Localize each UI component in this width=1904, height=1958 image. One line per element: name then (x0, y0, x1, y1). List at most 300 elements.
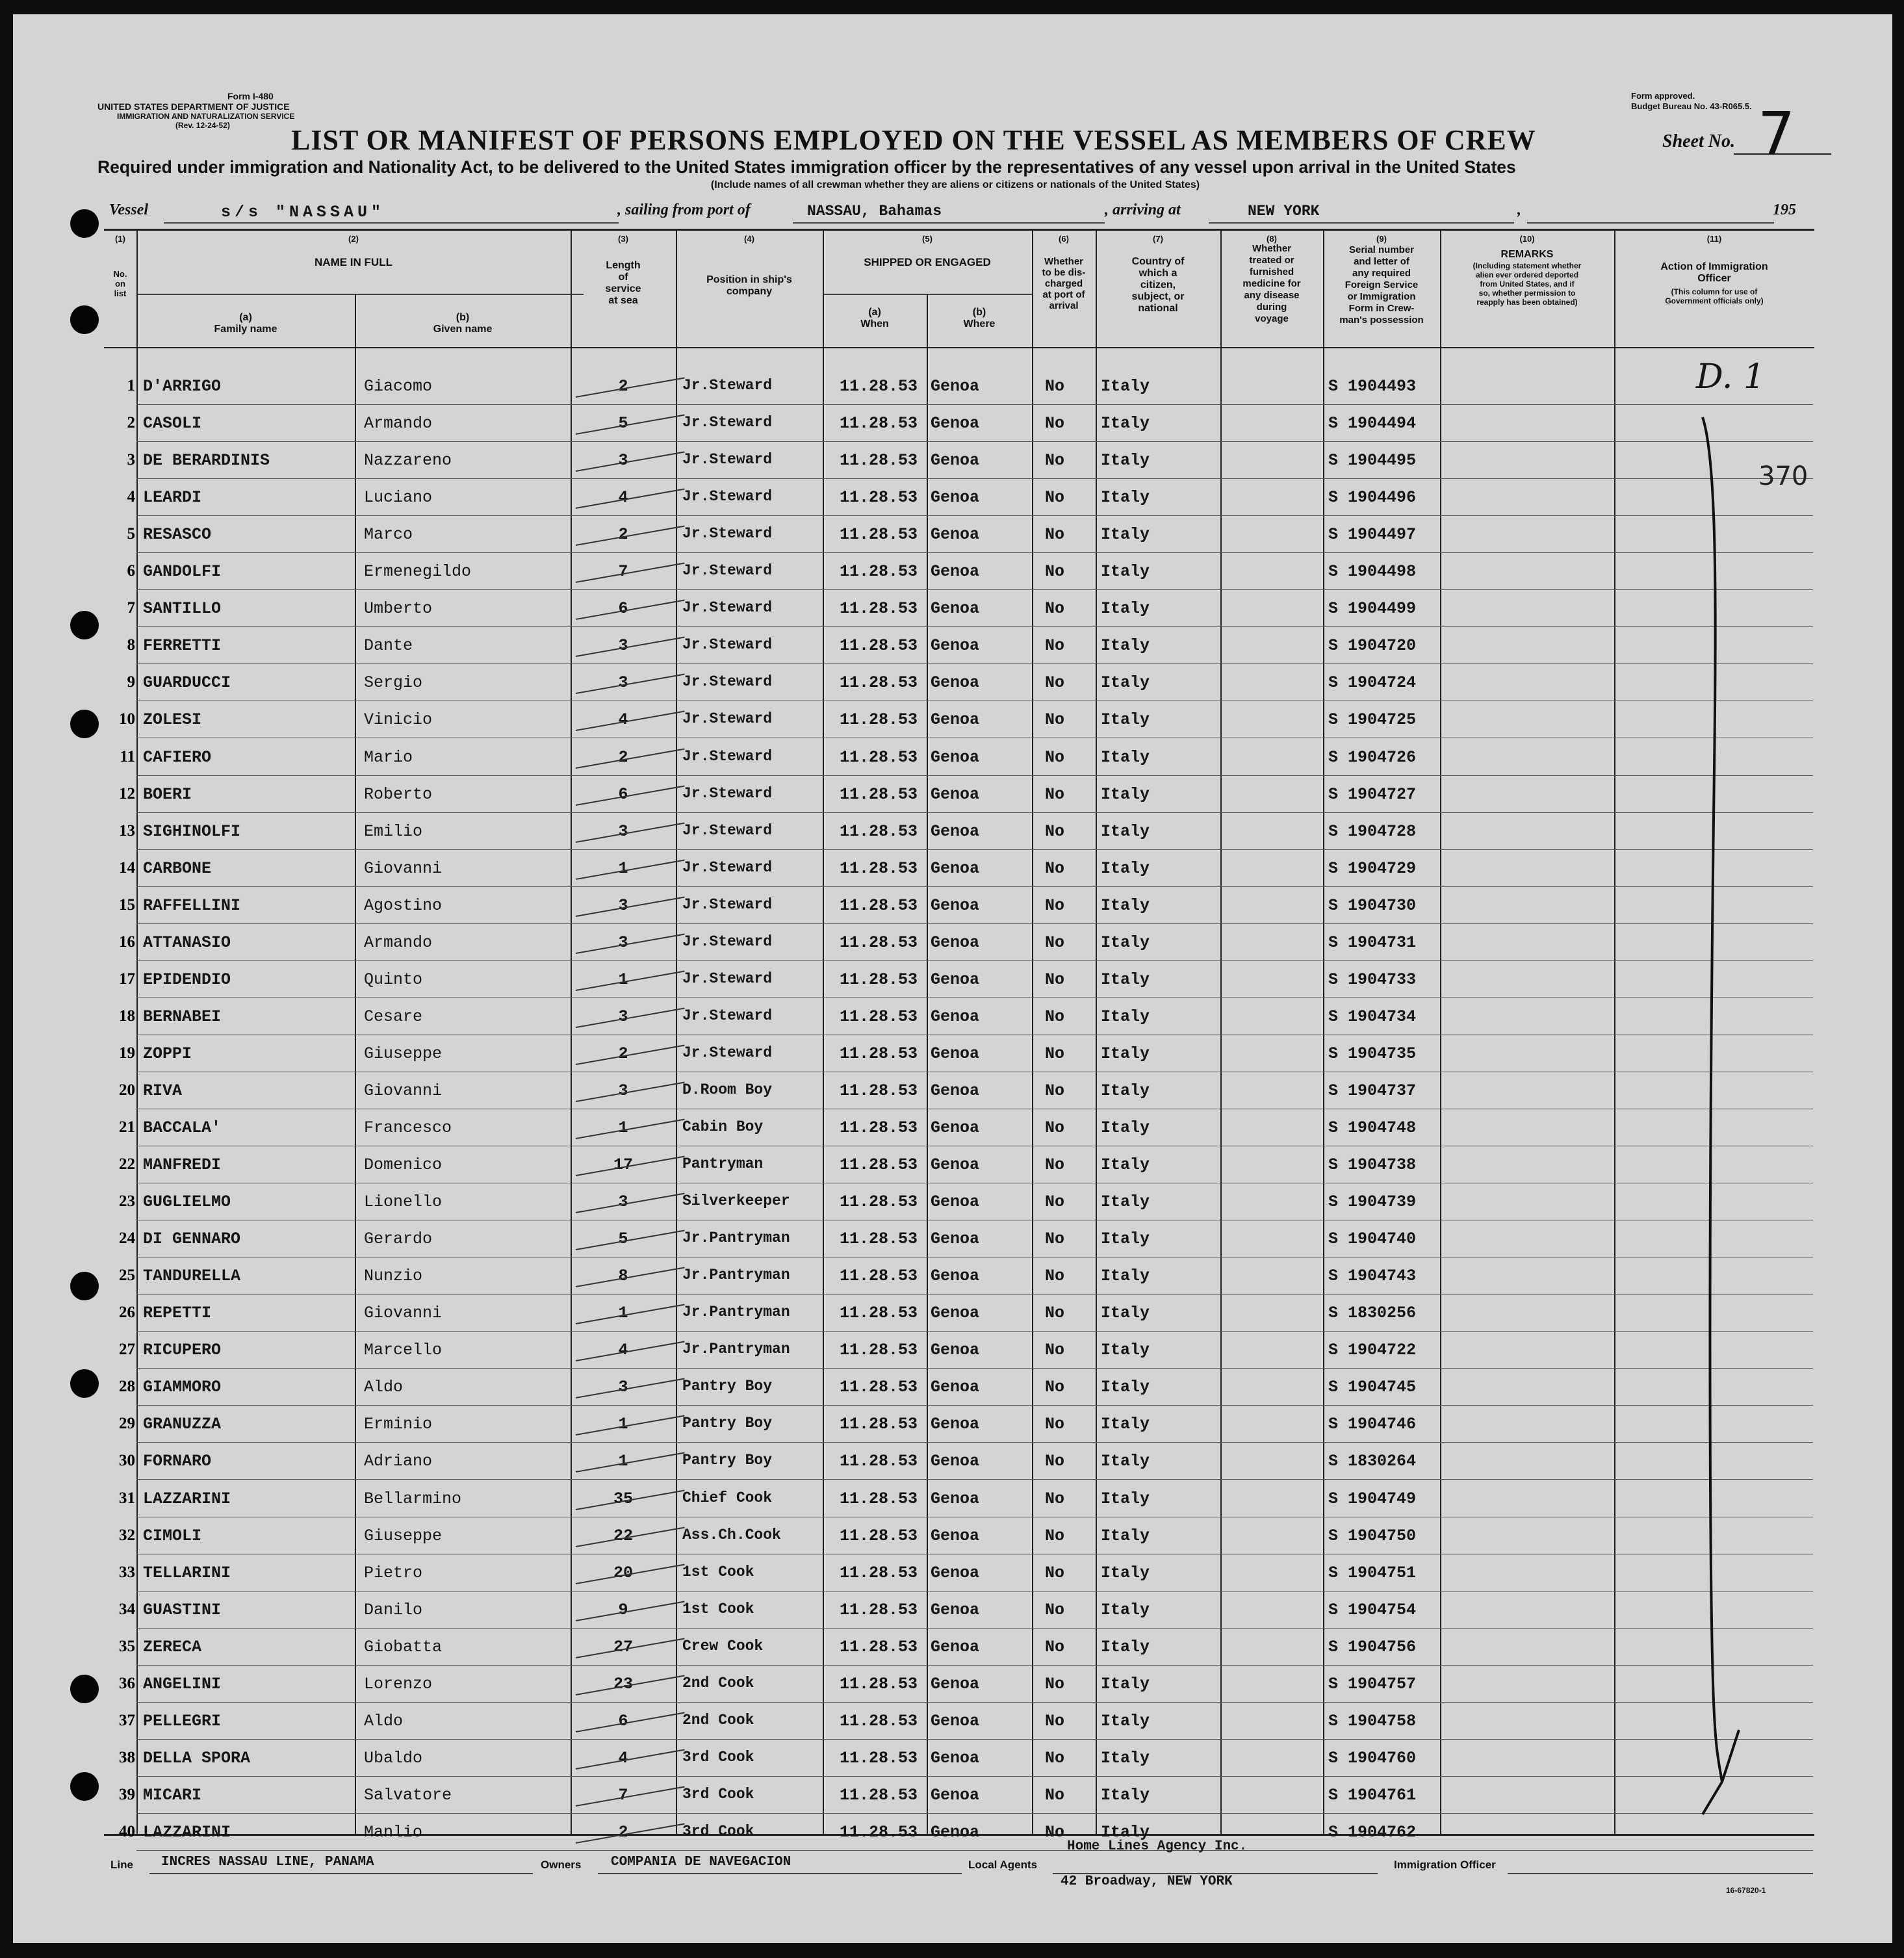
family-name: LEARDI (143, 488, 202, 508)
col11-note: (This column for use of Government officials only) (1665, 287, 1764, 305)
position: Crew Cook (682, 1637, 764, 1655)
service-check-stroke (576, 526, 685, 546)
col3-number: (3) (618, 234, 628, 244)
serial-number: S 1904760 (1328, 1748, 1417, 1768)
service-check-stroke (576, 970, 685, 990)
family-name: EPIDENDIO (143, 970, 231, 989)
position: Jr.Steward (682, 377, 773, 394)
shipped-where: Genoa (931, 1600, 980, 1619)
shipped-where: Genoa (931, 1155, 980, 1175)
serial-number: S 1904733 (1328, 970, 1417, 989)
given-name: Danilo (364, 1600, 423, 1619)
family-name: BOERI (143, 784, 192, 804)
given-name: Roberto (364, 784, 433, 804)
serial-number: S 1904495 (1328, 451, 1417, 470)
family-name: CASOLI (143, 414, 202, 433)
discharged-at-arrival: No (1045, 1081, 1065, 1100)
given-name: Lionello (364, 1192, 443, 1212)
country: Italy (1101, 488, 1150, 508)
discharged-at-arrival: No (1045, 1267, 1065, 1286)
discharged-at-arrival: No (1045, 1378, 1065, 1397)
family-name: ZOPPI (143, 1044, 192, 1063)
row-number: 31 (119, 1489, 135, 1507)
line-label: Line (110, 1859, 133, 1871)
position: 1st Cook (682, 1600, 754, 1617)
given-name: Domenico (364, 1155, 443, 1175)
col10-header: REMARKS (1500, 249, 1554, 260)
length-of-service: 4 (618, 1341, 628, 1360)
table-row (13, 590, 1892, 627)
vessel-label: Vessel (109, 201, 148, 218)
form-number: Form I-480 (227, 91, 274, 101)
shipped-where: Genoa (931, 636, 980, 656)
length-of-service: 23 (613, 1674, 634, 1694)
table-row (13, 516, 1892, 553)
family-name: ZOLESI (143, 710, 202, 730)
length-of-service: 2 (618, 747, 628, 767)
row-number: 10 (119, 710, 135, 728)
row-number: 6 (127, 562, 135, 580)
position: Jr.Steward (682, 747, 773, 765)
position: 3rd Cook (682, 1748, 754, 1766)
row-number: 27 (119, 1341, 135, 1359)
table-row (13, 1814, 1892, 1851)
length-of-service: 1 (618, 1415, 628, 1434)
shipped-when: 11.28.53 (840, 1489, 918, 1508)
row-number: 34 (119, 1600, 135, 1618)
length-of-service: 3 (618, 1007, 628, 1026)
given-name: Sergio (364, 673, 423, 693)
shipped-where: Genoa (931, 1044, 980, 1063)
shipped-when: 11.28.53 (840, 1822, 918, 1842)
serial-number: S 1904754 (1328, 1600, 1417, 1619)
length-of-service: 3 (618, 1081, 628, 1100)
family-name: BERNABEI (143, 1007, 222, 1026)
discharged-at-arrival: No (1045, 1415, 1065, 1434)
discharged-at-arrival: No (1045, 710, 1065, 730)
country: Italy (1101, 1230, 1150, 1249)
shipped-when: 11.28.53 (840, 784, 918, 804)
shipped-where: Genoa (931, 1748, 980, 1768)
sailing-port: NASSAU, Bahamas (807, 203, 942, 220)
col3-header: Length of service at sea (605, 260, 641, 306)
shipped-where: Genoa (931, 525, 980, 545)
serial-number: S 1904727 (1328, 784, 1417, 804)
discharged-at-arrival: No (1045, 858, 1065, 878)
officer-label: Immigration Officer (1394, 1859, 1496, 1871)
table-row (13, 1629, 1892, 1666)
service: IMMIGRATION AND NATURALIZATION SERVICE (117, 112, 295, 121)
shipped-where: Genoa (931, 599, 980, 619)
serial-number: S 1904729 (1328, 858, 1417, 878)
country: Italy (1101, 451, 1150, 470)
crew-table (13, 14, 1892, 1943)
length-of-service: 1 (618, 970, 628, 989)
shipped-where: Genoa (931, 1674, 980, 1694)
shipped-where: Genoa (931, 451, 980, 470)
service-check-stroke (576, 377, 685, 397)
table-row (13, 1517, 1892, 1554)
table-row (13, 1480, 1892, 1517)
year-label: 195 (1773, 201, 1796, 218)
agents-underline (1053, 1873, 1378, 1874)
serial-number: S 1904496 (1328, 488, 1417, 508)
shipped-when: 11.28.53 (840, 1748, 918, 1768)
discharged-at-arrival: No (1045, 1674, 1065, 1694)
row-number: 33 (119, 1563, 135, 1581)
country: Italy (1101, 1304, 1150, 1323)
service-check-stroke (576, 896, 685, 916)
family-name: D'ARRIGO (143, 377, 222, 396)
sailing-label: , sailing from port of (617, 201, 751, 218)
position: Pantry Boy (682, 1415, 773, 1432)
serial-number: S 1904739 (1328, 1192, 1417, 1212)
given-name: Giovanni (364, 1304, 443, 1323)
family-name: LAZZARINI (143, 1489, 231, 1508)
shipped-where: Genoa (931, 970, 980, 989)
shipped-where: Genoa (931, 1081, 980, 1100)
col11-number: (11) (1706, 234, 1722, 244)
country: Italy (1101, 821, 1150, 841)
table-row (13, 627, 1892, 664)
service-check-stroke (576, 711, 685, 731)
given-name: Marco (364, 525, 413, 545)
country: Italy (1101, 1489, 1150, 1508)
col7-header: Country of which a citizen, subject, or national (1131, 256, 1185, 314)
position: Jr.Steward (682, 673, 773, 691)
row-number: 1 (127, 377, 135, 394)
country: Italy (1101, 1637, 1150, 1656)
family-name: RESASCO (143, 525, 212, 545)
shipped-where: Genoa (931, 673, 980, 693)
table-row (13, 1666, 1892, 1703)
given-name: Salvatore (364, 1785, 452, 1805)
agents-address: 42 Broadway, NEW YORK (1061, 1874, 1233, 1889)
family-name: REPETTI (143, 1304, 212, 1323)
shipped-when: 11.28.53 (840, 1118, 918, 1137)
row-number: 16 (119, 933, 135, 951)
shipped-where: Genoa (931, 747, 980, 767)
shipped-when: 11.28.53 (840, 525, 918, 545)
family-name: ANGELINI (143, 1674, 222, 1694)
position: Jr.Steward (682, 525, 773, 543)
shipped-when: 11.28.53 (840, 1526, 918, 1545)
service-check-stroke (576, 489, 685, 509)
shipped-when: 11.28.53 (840, 1081, 918, 1100)
service-check-stroke (576, 1749, 685, 1769)
given-name: Vinicio (364, 710, 433, 730)
country: Italy (1101, 1452, 1150, 1471)
row-number: 5 (127, 525, 135, 543)
length-of-service: 1 (618, 1304, 628, 1323)
shipped-when: 11.28.53 (840, 562, 918, 582)
shipped-when: 11.28.53 (840, 414, 918, 433)
col7-number: (7) (1153, 234, 1163, 244)
shipped-where: Genoa (931, 414, 980, 433)
service-check-stroke (576, 933, 685, 953)
position: Jr.Steward (682, 710, 773, 728)
country: Italy (1101, 970, 1150, 989)
row-number: 19 (119, 1044, 135, 1062)
service-check-stroke (576, 1452, 685, 1473)
position: Cabin Boy (682, 1118, 764, 1135)
col2-number: (2) (348, 234, 359, 244)
serial-number: S 1904748 (1328, 1118, 1417, 1137)
family-name: CIMOLI (143, 1526, 202, 1545)
family-name: PELLEGRI (143, 1711, 222, 1731)
shipped-where: Genoa (931, 895, 980, 915)
discharged-at-arrival: No (1045, 1563, 1065, 1582)
shipped-when: 11.28.53 (840, 673, 918, 693)
serial-number: S 1904746 (1328, 1415, 1417, 1434)
position: 3rd Cook (682, 1822, 754, 1840)
shipped-where: Genoa (931, 1563, 980, 1582)
shipped-where: Genoa (931, 710, 980, 730)
serial-number: S 1830264 (1328, 1452, 1417, 1471)
discharged-at-arrival: No (1045, 636, 1065, 656)
shipped-where: Genoa (931, 377, 980, 396)
official-initials: D. 1 (1696, 357, 1765, 396)
discharged-at-arrival: No (1045, 1526, 1065, 1545)
shipped-when: 11.28.53 (840, 1155, 918, 1175)
country: Italy (1101, 1081, 1150, 1100)
row-number: 11 (120, 747, 135, 766)
given-name: Armando (364, 414, 433, 433)
service-check-stroke (576, 600, 685, 620)
given-name: Pietro (364, 1563, 423, 1582)
given-name: Giovanni (364, 858, 443, 878)
col8-header: Whether treated or furnished medicine for any disease during voyage (1242, 243, 1301, 324)
row-number: 39 (119, 1785, 135, 1803)
revision: (Rev. 12-24-52) (175, 121, 230, 130)
country: Italy (1101, 1748, 1150, 1768)
position: 1st Cook (682, 1563, 754, 1580)
family-name: DI GENNARO (143, 1230, 241, 1249)
given-name: Aldo (364, 1378, 404, 1397)
col5-header: SHIPPED OR ENGAGED (864, 256, 991, 268)
shipped-when: 11.28.53 (840, 1378, 918, 1397)
table-row (13, 1146, 1892, 1183)
budget-bureau: Budget Bureau No. 43-R065.5. (1631, 101, 1752, 111)
shipped-when: 11.28.53 (840, 488, 918, 508)
serial-number: S 1904726 (1328, 747, 1417, 767)
shipped-when: 11.28.53 (840, 377, 918, 396)
row-number: 3 (127, 451, 135, 469)
given-name: Armando (364, 933, 433, 952)
family-name: TANDURELLA (143, 1267, 241, 1286)
row-number: 38 (119, 1748, 135, 1766)
length-of-service: 1 (618, 858, 628, 878)
row-number: 2 (127, 414, 135, 432)
country: Italy (1101, 1378, 1150, 1397)
service-check-stroke (576, 1193, 685, 1213)
serial-number: S 1904720 (1328, 636, 1417, 656)
given-name: Mario (364, 747, 413, 767)
country: Italy (1101, 673, 1150, 693)
country: Italy (1101, 562, 1150, 582)
serial-number: S 1904756 (1328, 1637, 1417, 1656)
family-name: MANFREDI (143, 1155, 222, 1175)
shipped-when: 11.28.53 (840, 1304, 918, 1323)
serial-number: S 1904762 (1328, 1822, 1417, 1842)
country: Italy (1101, 377, 1150, 396)
shipped-where: Genoa (931, 1118, 980, 1137)
shipped-when: 11.28.53 (840, 1711, 918, 1731)
length-of-service: 3 (618, 895, 628, 915)
shipped-when: 11.28.53 (840, 747, 918, 767)
form-code: 16-67820-1 (1726, 1886, 1766, 1895)
shipped-when: 11.28.53 (840, 1563, 918, 1582)
length-of-service: 2 (618, 1822, 628, 1842)
table-row (13, 813, 1892, 850)
table-row (13, 1295, 1892, 1332)
table-row (13, 1777, 1892, 1814)
vessel-name: s/s "NASSAU" (221, 203, 385, 222)
serial-number: S 1904750 (1328, 1526, 1417, 1545)
table-row (13, 1183, 1892, 1220)
length-of-service: 9 (618, 1600, 628, 1619)
service-check-stroke (576, 1415, 685, 1436)
table-row (13, 924, 1892, 961)
shipped-when: 11.28.53 (840, 970, 918, 989)
row-number: 25 (119, 1267, 135, 1285)
col9-header: Serial number and letter of any required Foreign Service or Immigration Form in Crew- man's possession (1339, 244, 1424, 326)
given-name: Ubaldo (364, 1748, 423, 1768)
table-row (13, 998, 1892, 1035)
serial-number: S 1904722 (1328, 1341, 1417, 1360)
owners-underline (598, 1873, 962, 1874)
position: Jr.Steward (682, 562, 773, 580)
shipped-where: Genoa (931, 1452, 980, 1471)
shipped-when: 11.28.53 (840, 451, 918, 470)
discharged-at-arrival: No (1045, 970, 1065, 989)
arriving-label: , arriving at (1105, 201, 1181, 218)
shipped-when: 11.28.53 (840, 821, 918, 841)
manifest-sheet (13, 14, 1892, 1943)
position: Jr.Steward (682, 1007, 773, 1024)
col5b-header: (b) Where (963, 307, 996, 329)
serial-number: S 1904745 (1328, 1378, 1417, 1397)
row-number: 28 (119, 1378, 135, 1396)
row-number: 29 (119, 1415, 135, 1433)
shipped-where: Genoa (931, 1822, 980, 1842)
length-of-service: 6 (618, 784, 628, 804)
given-name: Umberto (364, 599, 433, 619)
shipped-when: 11.28.53 (840, 1341, 918, 1360)
discharged-at-arrival: No (1045, 562, 1065, 582)
row-rule (136, 1850, 1813, 1851)
shipped-when: 11.28.53 (840, 1785, 918, 1805)
shipped-when: 11.28.53 (840, 1415, 918, 1434)
service-check-stroke (576, 1786, 685, 1806)
shipped-where: Genoa (931, 1526, 980, 1545)
length-of-service: 5 (618, 414, 628, 433)
family-name: GUGLIELMO (143, 1192, 231, 1212)
form-subtitle: Required under immigration and Nationality Act, to be delivered to the United States immigration officer by the representatives of any vessel upon arrival in the United States (97, 157, 1516, 177)
stamp-number: 370 (1758, 461, 1808, 491)
service-check-stroke (576, 1712, 685, 1732)
position: Ass.Ch.Cook (682, 1526, 781, 1543)
col4-number: (4) (744, 234, 754, 244)
col1-number: (1) (115, 234, 125, 244)
country: Italy (1101, 1822, 1150, 1842)
shipped-where: Genoa (931, 1415, 980, 1434)
given-name: Emilio (364, 821, 423, 841)
owners-value: COMPANIA DE NAVEGACION (611, 1855, 791, 1870)
position: Jr.Steward (682, 933, 773, 950)
col6-header: Whether to be dis- charged at port of arrival (1042, 256, 1086, 311)
table-row (13, 1740, 1892, 1777)
position: Jr.Steward (682, 821, 773, 839)
discharged-at-arrival: No (1045, 1489, 1065, 1508)
family-name: MICARI (143, 1785, 202, 1805)
position: Jr.Pantryman (682, 1304, 790, 1321)
discharged-at-arrival: No (1045, 1230, 1065, 1249)
table-row (13, 553, 1892, 590)
row-number: 37 (119, 1711, 135, 1729)
row-number: 22 (119, 1155, 135, 1174)
serial-number: S 1904498 (1328, 562, 1417, 582)
position: Jr.Steward (682, 451, 773, 469)
service-check-stroke (576, 1230, 685, 1250)
shipped-when: 11.28.53 (840, 895, 918, 915)
discharged-at-arrival: No (1045, 1341, 1065, 1360)
col4-header: Position in ship's company (706, 274, 792, 297)
row-number: 4 (127, 488, 135, 506)
serial-number: S 1904749 (1328, 1489, 1417, 1508)
shipped-where: Genoa (931, 1341, 980, 1360)
country: Italy (1101, 1341, 1150, 1360)
row-number: 13 (119, 821, 135, 840)
col11-header: Action of Immigration Officer (1660, 261, 1768, 284)
shipped-when: 11.28.53 (840, 933, 918, 952)
table-row (13, 368, 1892, 405)
discharged-at-arrival: No (1045, 451, 1065, 470)
country: Italy (1101, 1785, 1150, 1805)
length-of-service: 3 (618, 1192, 628, 1212)
form-approved: Form approved. (1631, 91, 1695, 101)
country: Italy (1101, 933, 1150, 952)
given-name: Dante (364, 636, 413, 656)
family-name: RAFFELLINI (143, 895, 241, 915)
service-check-stroke (576, 1304, 685, 1324)
service-check-stroke (576, 1823, 685, 1843)
agents-value: Home Lines Agency Inc. (1067, 1839, 1248, 1854)
length-of-service: 2 (618, 1044, 628, 1063)
row-number: 17 (119, 970, 135, 988)
table-row (13, 1703, 1892, 1740)
given-name: Erminio (364, 1415, 433, 1434)
table-row (13, 1332, 1892, 1369)
country: Italy (1101, 1155, 1150, 1175)
country: Italy (1101, 1526, 1150, 1545)
shipped-where: Genoa (931, 784, 980, 804)
serial-number: S 1904499 (1328, 599, 1417, 619)
shipped-where: Genoa (931, 1637, 980, 1656)
official-mark-line (1677, 378, 1748, 1840)
given-name: Nunzio (364, 1267, 423, 1286)
length-of-service: 2 (618, 525, 628, 545)
shipped-when: 11.28.53 (840, 636, 918, 656)
row-number: 9 (127, 673, 135, 691)
row-number: 24 (119, 1230, 135, 1248)
discharged-at-arrival: No (1045, 1044, 1065, 1063)
position: Pantry Boy (682, 1378, 773, 1395)
serial-number: S 1904497 (1328, 525, 1417, 545)
row-number: 36 (119, 1674, 135, 1692)
table-row (13, 664, 1892, 701)
family-name: ATTANASIO (143, 933, 231, 952)
